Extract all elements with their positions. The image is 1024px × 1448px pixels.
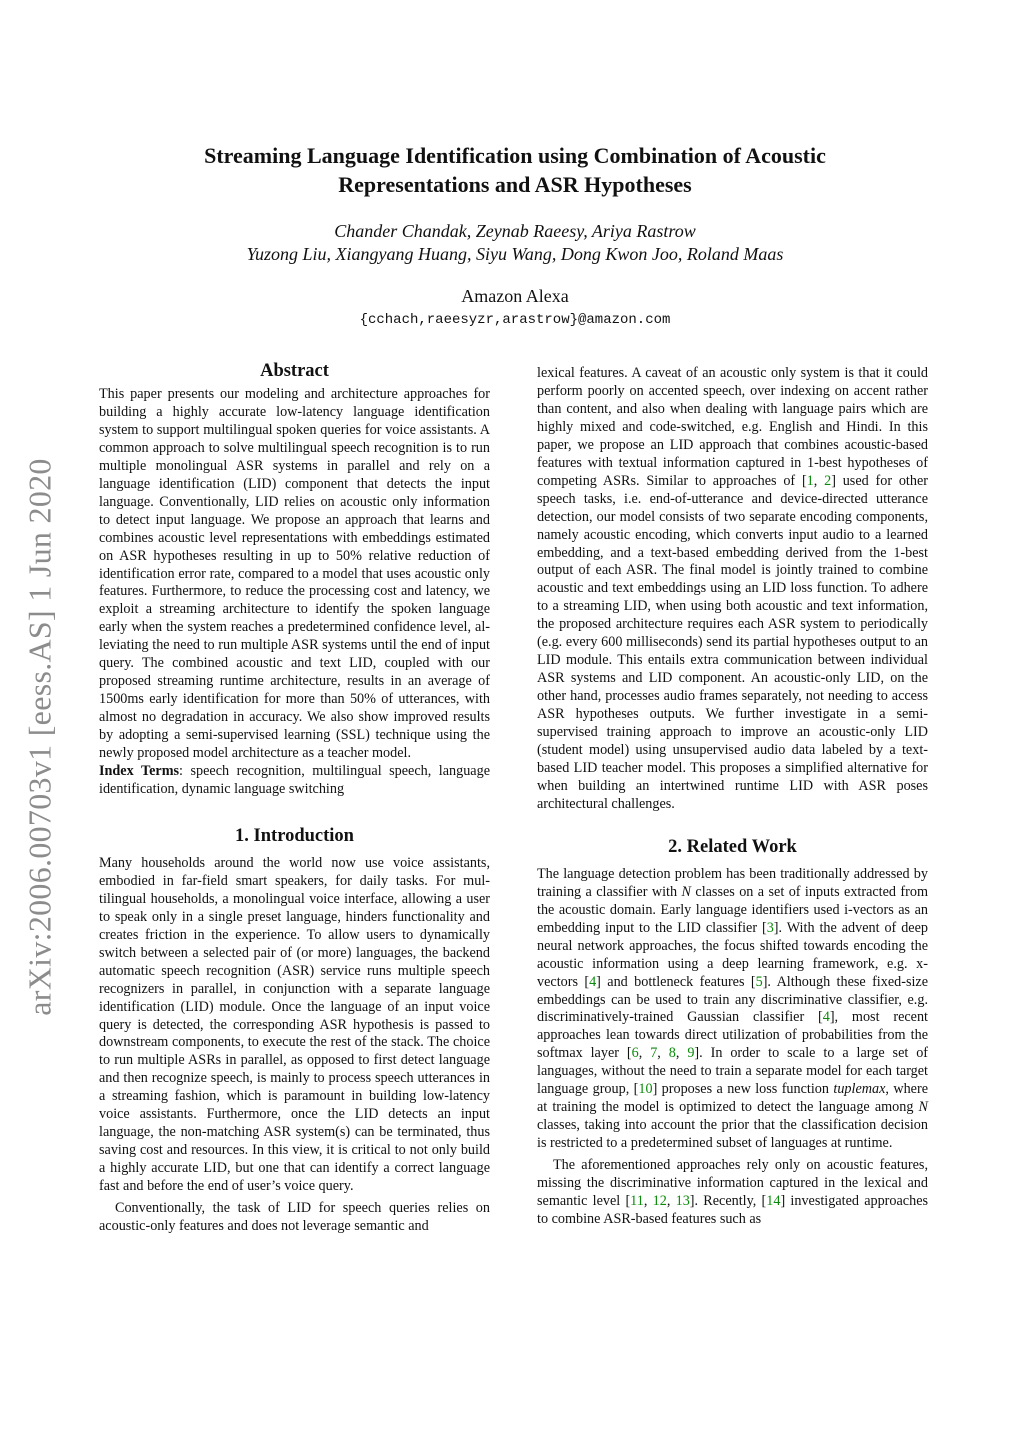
citation-link[interactable]: 10 xyxy=(638,1081,653,1098)
intro-paragraph-2: Conventionally, the task of LID for speech queries relies on acoustic-only features and does not leverage semantic and xyxy=(99,1200,490,1234)
right-column xyxy=(537,365,928,1229)
index-terms xyxy=(99,763,490,799)
arxiv-stamp-text: arXiv:2006.00703v1 [eess.AS] 1 Jun 2020 xyxy=(21,458,58,1016)
authors-line-1: Chander Chandak, Zeynab Raeesy, Ariya Rastrow xyxy=(334,221,696,241)
intro-paragraph-1: Many households around the world now use voice assistants, embodied in far-field smart speakers, for daily tasks. For multilingual households, a monolingual voice interface, allowing a user to speak only in a single preset language, hinders functionality and creates friction in the experience. To allow users to dynamically switch between a selected pair of (or more) languages, the backend automatic speech recognition (ASR) service runs multiple speech recognizers in parallel, in conjunction with a separate language identification (LID) module. Once the language of an input voice query is detected, the corresponding ASR hypothesis is passed to downstream components, to execute the rest of the stack. The choice to run multiple ASRs in parallel, as opposed to first detect language and then recognize speech, is mainly to process speech utterances in a streaming fashion, which is paramount in building low-latency voice assistants. Furthermore, once the LID detects an input language, the non-matching ASR system(s) can be terminated, thus saving cost and resources. In this view, it is critical to not only build a highly accurate LID, but one that can identify a correct language fast and before the end of user’s voice query. xyxy=(99,854,490,1195)
email: {cchach,raeesyzr,arastrow}@amazon.com xyxy=(359,312,671,328)
abstract-heading: Abstract xyxy=(260,361,329,381)
related-paragraph-2: The aforementioned approaches rely only on acoustic features, missing the discriminative information captured in the lexical and semantic level [11, 12, 13]. Recently, [14] investigated approaches to combine ASR-based features such as xyxy=(537,1157,929,1227)
author-list xyxy=(110,220,920,266)
citation-link[interactable]: 8 xyxy=(668,1045,676,1062)
citation-link[interactable]: 12 xyxy=(652,1192,667,1209)
citation-link[interactable]: 4 xyxy=(822,1009,830,1026)
paper-title xyxy=(110,141,920,199)
citation-link[interactable]: 11 xyxy=(630,1192,644,1209)
citation-link[interactable]: 4 xyxy=(589,973,597,990)
arxiv-stamp xyxy=(20,452,60,1022)
index-terms-text: : speech recognition, multilingual speech, language identification, dynamic language switching xyxy=(99,763,491,797)
related-paragraph-1: The language detection problem has been traditionally addressed by training a classifier with N classes on a set of inputs extracted from the acoustic domain. Early language identifiers used i-vectors as an embedding input to the LID classifier [3]. With the advent of deep neural network approaches, the focus shifted towards encoding the acoustic information using a deep learning framework, e.g. x-vectors [4] and bottleneck features [5]. Although these fixed-size embeddings can be used to train any discriminative classifier, e.g. discriminatively-trained Gaussian classifier [4], most recent approaches lean towards direct utilization of probabilities from the softmax layer [6, 7, 8, 9]. In order to scale to a large set of languages, without the need to train a separate model for each target language group, [10] proposes a new loss function tuplemax, where at training the model is optimized to detect the language among N classes, taking into account the prior that the classification decision is restricted to a predetermined subset of languages at runtime. xyxy=(537,865,929,1152)
citation-link[interactable]: 9 xyxy=(687,1045,695,1062)
intro-heading: 1. Introduction xyxy=(235,825,354,846)
citation-link[interactable]: 1 xyxy=(806,472,814,489)
left-column xyxy=(99,360,490,1236)
affiliation: Amazon Alexa xyxy=(461,286,569,306)
citation-link[interactable]: 13 xyxy=(675,1192,690,1209)
title-line-1: Streaming Language Identification using Combination of Acoustic xyxy=(204,143,826,168)
citation-link[interactable]: 3 xyxy=(766,919,774,936)
citation-link[interactable]: 2 xyxy=(824,472,832,489)
citation-link[interactable]: 7 xyxy=(650,1045,658,1062)
citation-link[interactable]: 14 xyxy=(766,1192,781,1209)
related-work-heading: 2. Related Work xyxy=(668,836,797,857)
abstract-text: This paper presents our modeling and architecture approaches for building a highly accurate low-latency language identification system to support multilingual spoken queries for voice assistants. A common approach to solve multilingual speech recognition is to run multiple monolingual ASR systems in parallel and rely on a language identification (LID) component that detects the input language. Conventionally, LID relies on acoustic only information to detect input language. We propose an approach that learns and combines acoustic level representations with embeddings estimated on ASR hypotheses resulting in up to 50% relative reduction of identification error rate, compared to a model that uses acoustic only features. Furthermore, to reduce the processing cost and latency, we exploit a streaming architecture to identify the spoken language early when the system reaches a predetermined confidence level, alleviating the need to run multiple ASR systems until the end of input query. The combined acoustic and text LID, coupled with our proposed streaming runtime architecture, results in an average of 1500ms early identification for more than 50% of utterances, with almost no degradation in accuracy. We also show improved results by adopting a semi-supervised learning (SSL) technique using the newly proposed model architecture as a teacher model. xyxy=(99,386,490,762)
citation-link[interactable]: 6 xyxy=(631,1045,639,1062)
index-terms-label: Index Terms xyxy=(99,763,180,780)
authors-line-2: Yuzong Liu, Xiangyang Huang, Siyu Wang, Dong Kwon Joo, Roland Maas xyxy=(246,244,784,264)
intro-continued-paragraph: lexical features. A caveat of an acoustic only system is that it could perform poorly on accented speech, over indexing on accent rather than content, and also when dealing with language pairs which are highly mixed and code-switched, e.g. English and Hindi. In this paper, we propose an LID approach that combines acoustic-based features with textual information captured in 1-best hypotheses of competing ASRs. Similar to approaches of [1, 2] used for other speech tasks, i.e. end-of-utterance and device-directed utterance detection, our model consists of two separate encoding components, namely acoustic encoding, which converts input audio to a learned embedding, and a text-based embedding derived from the 1-best output of each ASR. The final model is jointly trained to combine acoustic and text embeddings using an LID loss function. To adhere to a streaming LID, when using both acoustic and text information, the proposed architecture requires each ASR system to periodically (e.g. every 600 milliseconds) send its partial hypotheses output to an LID module. This entails extra communication between individual ASR systems and LID component. An acoustic-only LID, on the other hand, processes audio frames separately, not needing to access ASR hypotheses outputs. We further investigate in a semi-supervised training approach to improve an acoustic-only LID (student model) using unsupervised audio data labeled by a text-based LID teacher model. This proposes a simplified alternative for when building an intertwined runtime LID with ASR poses architectural challenges. xyxy=(537,365,928,812)
citation-link[interactable]: 5 xyxy=(755,973,763,990)
title-line-2: Representations and ASR Hypotheses xyxy=(338,172,692,197)
